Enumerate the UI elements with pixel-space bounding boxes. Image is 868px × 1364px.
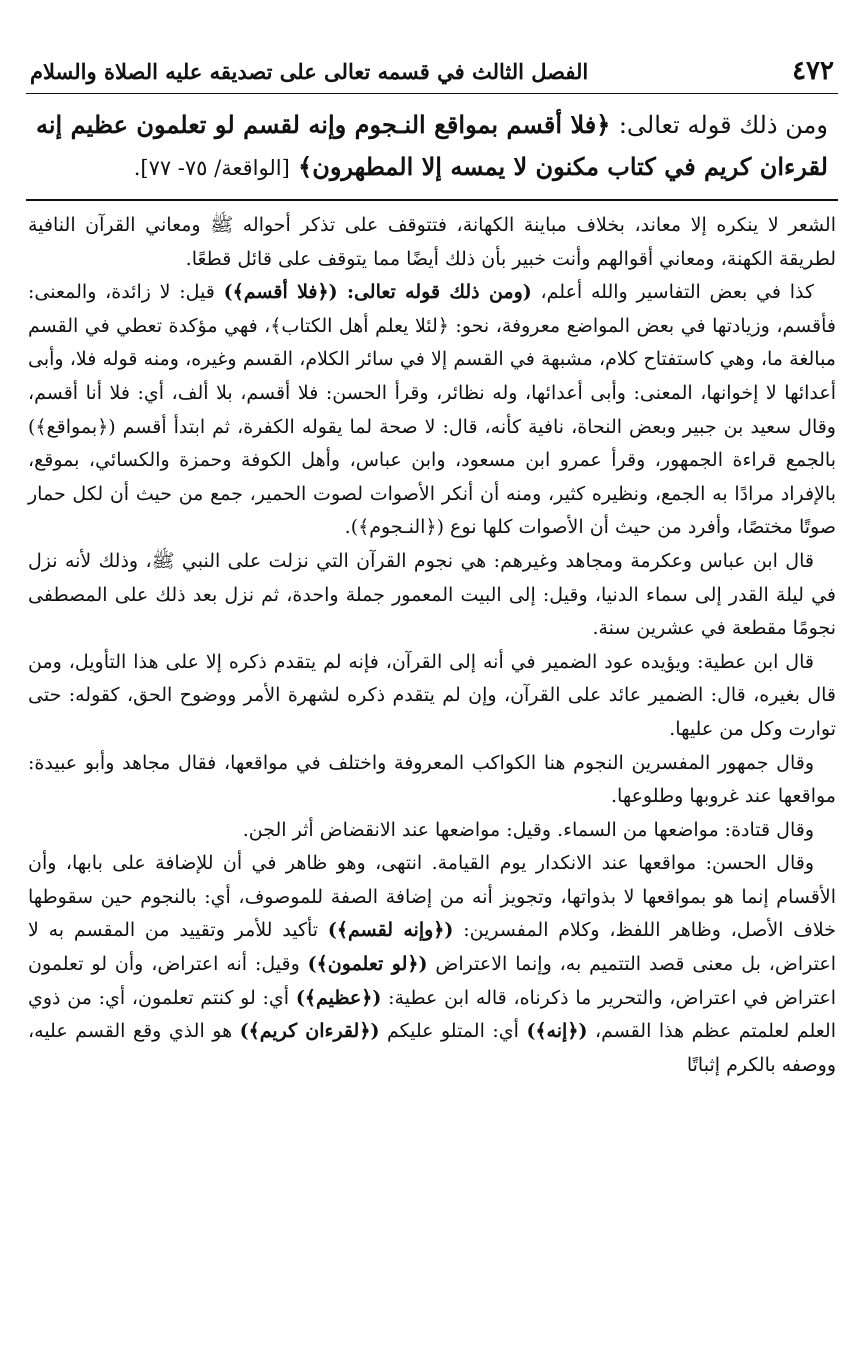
paragraph-4: قال ابن عطية: ويؤيده عود الضمير في أنه إلى القرآن، فإنه لم يتقدم ذكره إلا على هذا التأويل، ومن قال بغيره، قال: الضمير عائد على القرآن، وإن لم يتقدم ذكره لشهرة الأمر ووضوح الحق، كقوله: حتى توارت وكل من عليها.: [28, 650, 836, 740]
paragraph-2-intro: كذا في بعض التفاسير والله أعلم،: [540, 281, 815, 304]
verse-citation-azim: (﴿عظيم﴾): [295, 986, 382, 1009]
paragraph-7-part-f: هو الذي وقع القسم عليه، ووصفه بالكرم إثباتًا: [28, 1020, 836, 1076]
verse-citation-innahu: (﴿إنه﴾): [526, 1020, 588, 1043]
chapter-title: الفصل الثالث في قسمه تعالى على تصديقه عليه الصلاة والسلام: [30, 59, 589, 84]
paragraph-7-part-a: وقال الحسن: مواقعها عند الانكدار يوم القيامة. انتهى، وهو ظاهر في أن للإضافة على بابها، وأن الأقسام إنما هو بمواقعها لا بذواتها، وتجويز أنه من إضافة الصفة للموصوف، أي: بالنجوم حين سقوطها خلاف الأصل، وظاهر اللفظ، وكلام المفسرين:: [28, 852, 837, 942]
verse-citation-fala-uqsim: (ومن ذلك قوله تعالى: (﴿فلا أقسم﴾): [223, 281, 532, 304]
verse-citation-quran: (﴿لقرءان كريم﴾): [239, 1020, 380, 1043]
document-page: [26, 56, 838, 1344]
paragraph-7: [28, 847, 836, 1082]
verse-citation-law: (﴿لو تعلمون﴾): [307, 953, 428, 976]
paragraph-7-part-e: أي: المتلو عليكم: [386, 1020, 519, 1043]
verse-quote: ﴿فلا أقسم بمواقع النـجوم وإنه لقسم لو تعلمون عظيم إنه لقرءان كريم في كتاب مكنون لا يمسه إلا المطهرون﴾: [36, 110, 828, 181]
paragraph-7-part-b: تأكيد للأمر وتقييد من المقسم به لا اعتراض، بل معنى قصد التتميم به، وإنما الاعتراض: [28, 919, 836, 976]
running-header: [26, 56, 838, 91]
paragraph-2-text: قيل: لا زائدة، والمعنى: فأقسم، وزيادتها في بعض المواضع معروفة، نحو: ﴿لئلا يعلم أهل الكتاب﴾، فهي مؤكدة تعطي في القسم مبالغة ما، وهي كاستفتاح كلام، مشبهة في القسم إلا في سائر الكلام، القسم وغيره، ومنه قوله فلا، وأبى أعدائها لا إخوانها، المعنى: وأبى أعدائها، وله نظائر، وقرأ الحسن: فلا أقسم، بلا ألف، أي: فلا أنا أقسم، وقال سعيد بن جبير وبعض النحاة، نافية كأنه، قال: لا صحة لما يقوله الكفرة، ثم ابتدأ أقسم (﴿بمواقع﴾) بالجمع قراءة الجمهور، وقرأ عمرو ابن مسعود، وابن عباس، وأهل الكوفة وحمزة والكسائي، بموقع، بالإفراد مرادًا به الجمع، ونظيره كثير، ومنه أن أنكر الأصوات لصوت الحمير، جمع من حيث أن لكل حمار صوتًا مختصًا، وأفرد من حيث أن الأصوات كلها نوع (﴿النـجوم﴾).: [28, 281, 836, 539]
verse-reference: [الواقعة/ ٧٥- ٧٧].: [133, 156, 290, 180]
paragraph-7-part-d: أي: لو كنتم تعلمون، أي: من ذوي العلم لعلمتم عظم هذا القسم،: [28, 986, 836, 1043]
paragraph-5: وقال جمهور المفسرين النجوم هنا الكواكب المعروفة واختلف في مواقعها، فقال مجاهد وأبو عبيدة: مواقعها عند غروبها وطلوعها.: [28, 751, 836, 808]
paragraph-7-part-c: وقيل: أنه اعتراض، وأن لو تعلمون اعتراض في اعتراض، والتحرير ما ذكرناه، قاله ابن عطية:: [28, 953, 836, 1009]
verse-block: [26, 94, 838, 193]
verse-lead: ومن ذلك قوله تعالى:: [618, 111, 828, 139]
verse-citation-wainnahu: (﴿وإنه لقسم﴾): [327, 919, 454, 942]
paragraph-3: قال ابن عباس وعكرمة ومجاهد وغيرهم: هي نجوم القرآن التي نزلت على النبي ﷺ، وذلك لأنه نزل في ليلة القدر إلى سماء الدنيا، وقيل: إلى البيت المعمور جملة واحدة، ثم نزل بعد ذلك على المصطفى نجومًا مقطعة في عشرين سنة.: [28, 549, 836, 640]
commentary-body: [26, 201, 838, 1082]
page-number: ٤٧٢: [792, 56, 834, 86]
paragraph-1: الشعر لا ينكره إلا معاند، بخلاف مباينة الكهانة، فتتوقف على تذكر أحواله ﷺ ومعاني القرآن النافية لطريقة الكهنة، ومعاني أقوالهم وأنت خبير بأن ذلك أيضًا مما يتوقف على قائل قطعًا.: [28, 214, 836, 270]
paragraph-2: [28, 276, 836, 545]
paragraph-6: وقال قتادة: مواضعها من السماء. وقيل: مواضعها عند الانقضاض أثر الجن.: [242, 818, 814, 841]
